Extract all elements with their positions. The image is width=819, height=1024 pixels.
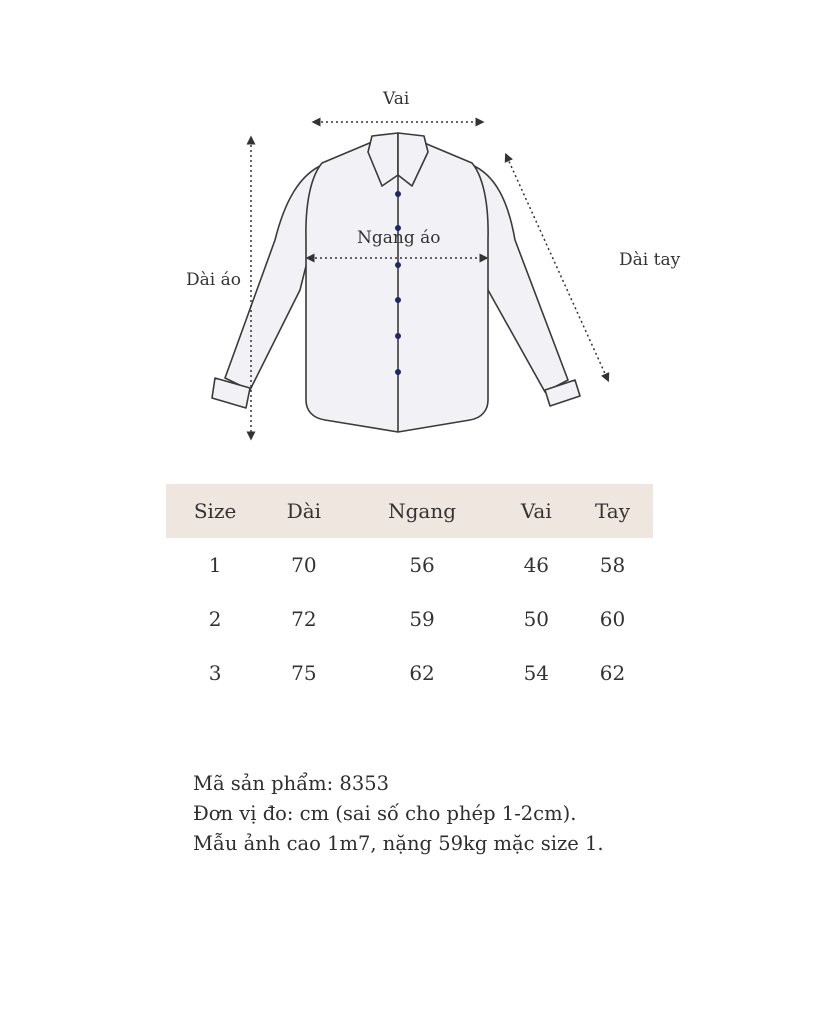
sleeve-label: Dài tay [619, 250, 681, 270]
table-row [166, 646, 653, 700]
header-sleeve: Tay [572, 484, 653, 538]
unit-text: Đơn vị đo: cm (sai số cho phép 1-2cm). [193, 802, 577, 825]
table-cell: 46 [523, 553, 550, 577]
table-cell: 56 [409, 553, 435, 577]
table-cell: 60 [599, 607, 626, 631]
size-table [166, 484, 653, 700]
table-header-row [166, 484, 653, 538]
table-cell: 50 [523, 607, 550, 631]
chest-label: Ngang áo [357, 228, 441, 248]
header-shoulder: Vai [501, 484, 573, 538]
table-cell: 72 [291, 607, 317, 631]
product-notes [193, 769, 604, 859]
table-cell: 54 [523, 661, 550, 685]
header-width: Ngang [344, 484, 501, 538]
model-info-text: Mẫu ảnh cao 1m7, nặng 59kg mặc size 1. [193, 832, 604, 855]
header-size: Size [166, 484, 264, 538]
table-cell: 1 [208, 553, 222, 577]
table-cell: 2 [208, 607, 222, 631]
table-cell: 70 [291, 553, 317, 577]
shirt-illustration [212, 133, 580, 432]
table-cell: 62 [599, 661, 626, 685]
length-label: Dài áo [186, 270, 241, 290]
table-cell: 75 [291, 661, 317, 685]
shoulder-label: Vai [383, 89, 410, 109]
table-cell: 59 [409, 607, 435, 631]
product-code-text: Mã sản phẩm: 8353 [193, 772, 390, 795]
table-cell: 58 [599, 553, 626, 577]
table-row [166, 592, 653, 646]
table-cell: 3 [208, 661, 222, 685]
header-length: Dài [264, 484, 343, 538]
table-row [166, 538, 653, 592]
table-cell: 62 [409, 661, 435, 685]
